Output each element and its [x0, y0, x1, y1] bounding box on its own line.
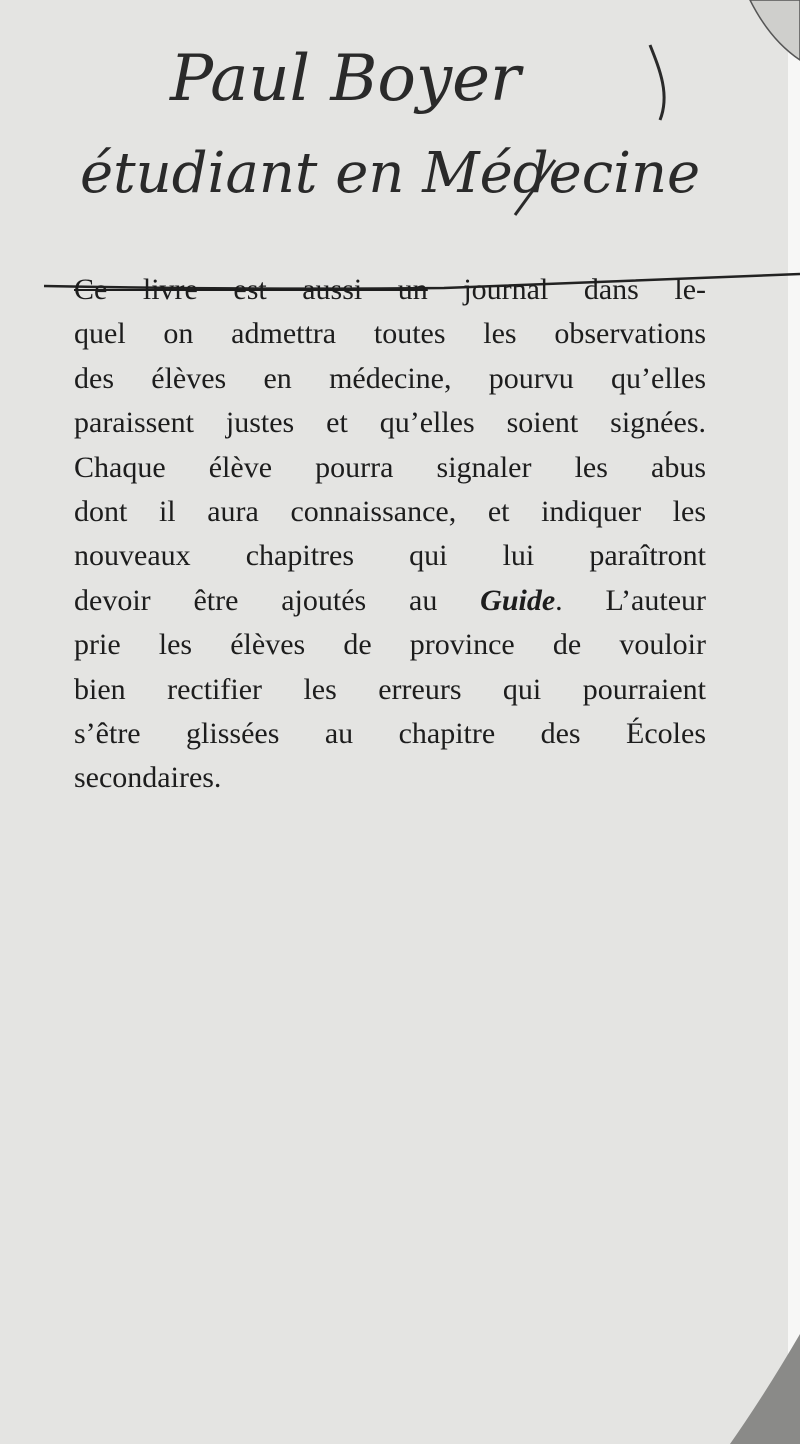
notice-text: . L’auteur	[555, 583, 707, 617]
notice-line: paraissent justes et qu’elles soient signées.	[74, 406, 706, 440]
guide-title: Guide	[480, 583, 556, 617]
folded-corner-bottom	[710, 1334, 800, 1444]
handwritten-name: Paul Boyer	[170, 42, 521, 116]
handwritten-signature	[60, 0, 790, 240]
notice-line: Chaque élève pourra signaler les abus	[74, 450, 706, 484]
notice-line: quel on admettra toutes les observations	[74, 317, 706, 351]
notice-line: s’être glissées au chapitre des Écoles	[74, 717, 706, 751]
notice-line: nouveaux chapitres qui lui paraîtront	[74, 539, 706, 573]
struck-text: Ce livre est aussi un	[74, 273, 428, 306]
notice-text: journal dans le-	[463, 273, 707, 306]
notice-line	[74, 268, 706, 312]
notice-text: devoir être ajoutés au	[74, 583, 438, 617]
handwritten-subtitle: étudiant en Médecine	[80, 141, 701, 206]
notice-line: dont il aura connaissance, et indiquer les	[74, 495, 706, 529]
notice-line	[74, 579, 706, 623]
notice-line: bien rectifier les erreurs qui pourraient	[74, 672, 706, 706]
notice-paragraph	[74, 268, 706, 801]
notice-line: secondaires.	[74, 761, 222, 795]
notice-line: des élèves en médecine, pourvu qu’elles	[74, 361, 706, 395]
notice-line: prie les élèves de province de vouloir	[74, 628, 706, 662]
